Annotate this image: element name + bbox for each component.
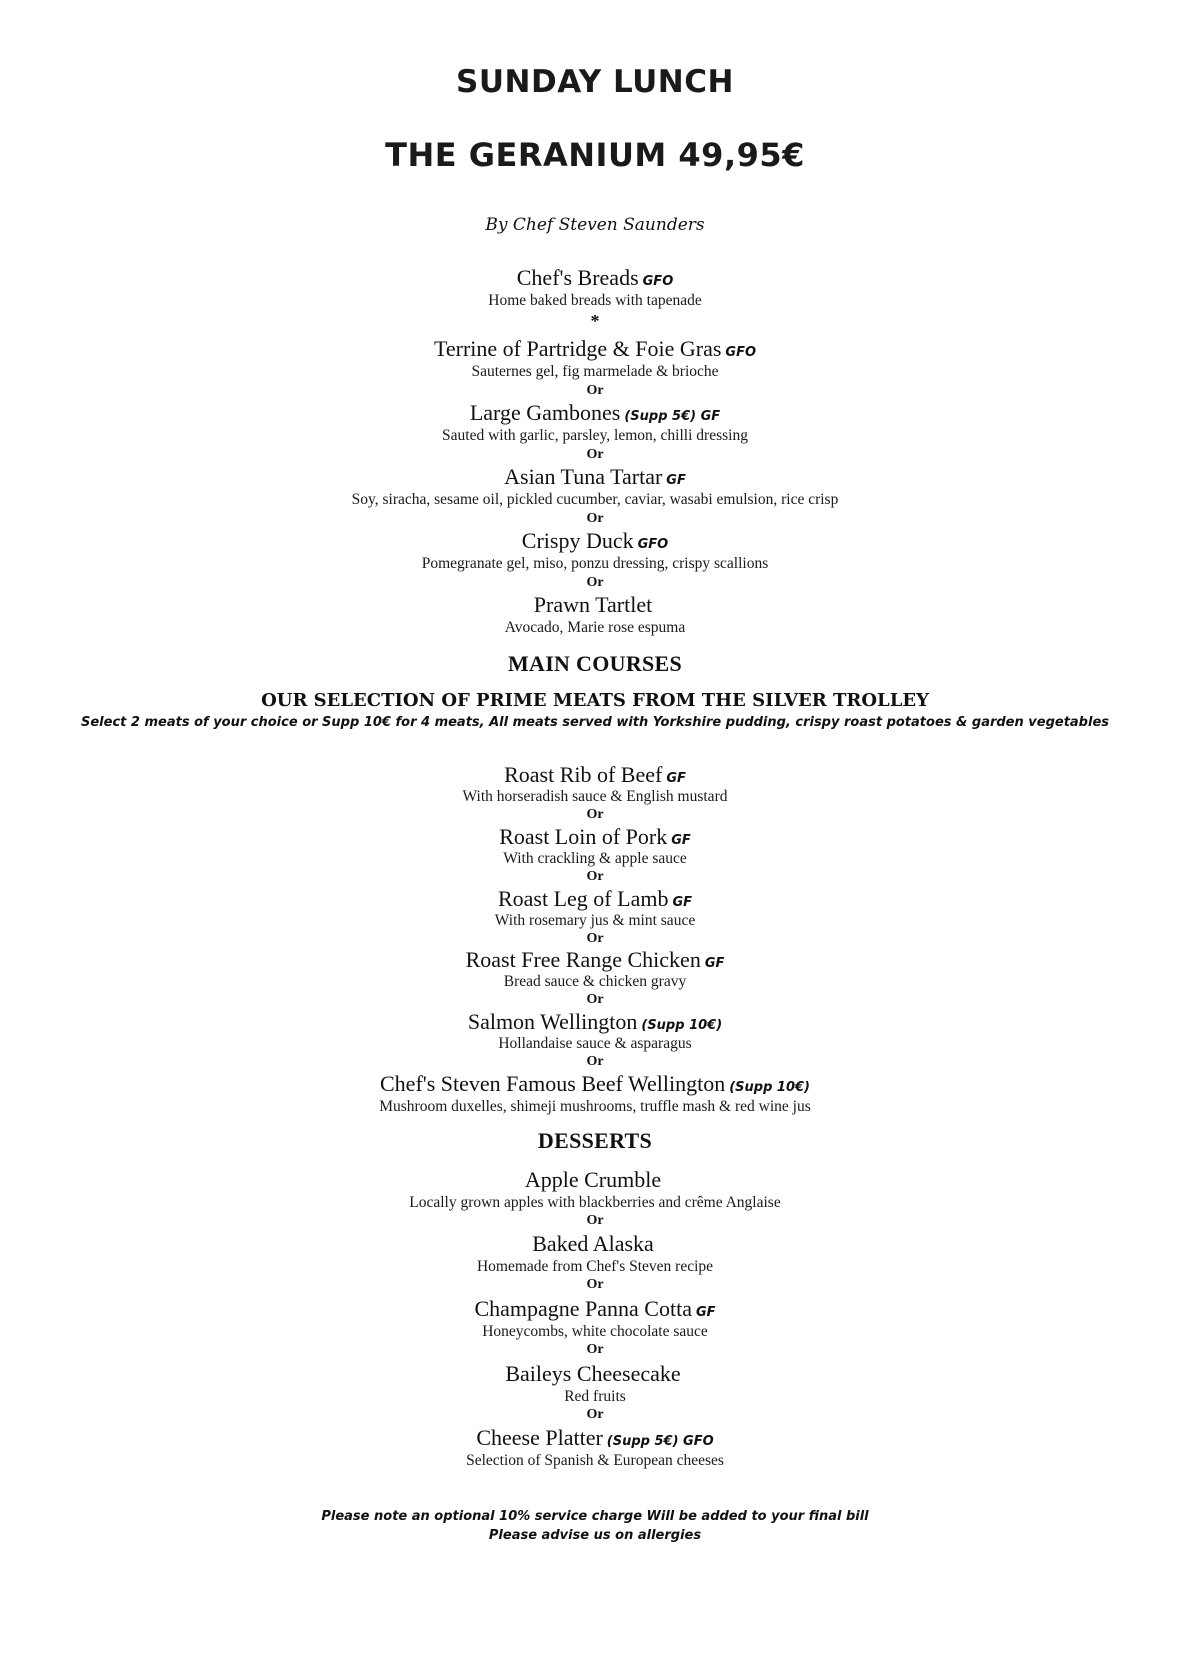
or-separator: Or	[586, 1342, 604, 1357]
dish-description: With rosemary jus & mint sauce	[494, 912, 696, 929]
or-separator: Or	[586, 1407, 604, 1422]
dish-description: With horseradish sauce & English mustard	[462, 788, 728, 805]
dish-tag: (Supp 10€)	[641, 1018, 723, 1033]
or-separator: Or	[586, 992, 604, 1007]
service-charge-note: Please note an optional 10% service charge Will be added to your final bill	[321, 1509, 869, 1524]
dish-tag: GF	[704, 956, 725, 971]
or-separator: Or	[586, 511, 604, 526]
or-separator: Or	[586, 1213, 604, 1228]
dish-name: Crispy Duck	[521, 528, 634, 553]
section-heading-desserts: DESSERTS	[537, 1128, 653, 1153]
or-separator: Or	[586, 1054, 604, 1069]
dish-description: Locally grown apples with blackberries and crême Anglaise	[409, 1194, 781, 1211]
dish-description: Sauternes gel, fig marmelade & brioche	[471, 363, 719, 380]
dish-tag: GF	[666, 771, 686, 786]
or-separator: Or	[586, 575, 604, 590]
dish-description: Hollandaise sauce & asparagus	[498, 1035, 692, 1052]
or-separator: Or	[586, 383, 604, 398]
dish-tag: GF	[671, 833, 691, 848]
section-subheading-trolley: OUR SELECTION OF PRIME MEATS FROM THE SILVER TROLLEY	[261, 690, 929, 711]
allergy-note: Please advise us on allergies	[488, 1528, 702, 1543]
dish-description: Home baked breads with tapenade	[488, 292, 702, 309]
dish-tag: (Supp 10€)	[729, 1080, 810, 1095]
dish-tag: (Supp 5€) GF	[624, 409, 721, 424]
dish-name: Baileys Cheesecake	[505, 1361, 681, 1386]
dish-name: Roast Loin of Pork	[499, 824, 668, 849]
separator-star: *	[590, 311, 600, 331]
mains-note: Select 2 meats of your choice or Supp 10€ for 4 meats, All meats served with Yorkshire pudding, crispy roast potatoes & garden vegetables	[81, 715, 1109, 730]
dish-tag: GF	[672, 895, 693, 910]
dish-name: Salmon Wellington	[467, 1009, 638, 1034]
dish-tag: GF	[666, 473, 686, 488]
dish-name: Chef's Breads	[516, 265, 639, 290]
dish-description: Sauted with garlic, parsley, lemon, chilli dressing	[442, 427, 748, 444]
dish-name: Large Gambones	[469, 400, 621, 425]
dish-name: Champagne Panna Cotta	[474, 1296, 692, 1321]
dish-tag: GFO	[637, 537, 669, 552]
dish-description: Mushroom duxelles, shimeji mushrooms, truffle mash & red wine jus	[379, 1098, 811, 1115]
dish-name: Cheese Platter	[476, 1425, 603, 1450]
dish-description: Homemade from Chef's Steven recipe	[476, 1258, 714, 1275]
dish-description: Honeycombs, white chocolate sauce	[482, 1323, 708, 1340]
dish-description: Avocado, Marie rose espuma	[504, 619, 686, 636]
or-separator: Or	[586, 931, 604, 946]
or-separator: Or	[586, 1277, 604, 1292]
or-separator: Or	[586, 807, 604, 822]
dish-name: Apple Crumble	[524, 1167, 662, 1192]
dish-description: Red fruits	[564, 1388, 626, 1405]
dish-name: Roast Free Range Chicken	[465, 947, 701, 972]
dish-description: With crackling & apple sauce	[503, 850, 687, 867]
dish-name: Prawn Tartlet	[533, 592, 653, 617]
chef-byline: By Chef Steven Saunders	[485, 215, 705, 235]
or-separator: Or	[586, 447, 604, 462]
dish-description: Pomegranate gel, miso, ponzu dressing, crispy scallions	[421, 555, 769, 572]
dish-description: Soy, siracha, sesame oil, pickled cucumber, caviar, wasabi emulsion, rice crisp	[351, 491, 839, 508]
or-separator: Or	[586, 869, 604, 884]
menu-title: SUNDAY LUNCH	[456, 64, 734, 100]
dish-name: Roast Leg of Lamb	[497, 886, 669, 911]
dish-tag: GF	[695, 1305, 716, 1320]
section-heading-main-courses: MAIN COURSES	[507, 651, 683, 676]
dish-name: Roast Rib of Beef	[504, 762, 663, 787]
dish-name: Chef's Steven Famous Beef Wellington	[380, 1071, 726, 1096]
dish-name: Asian Tuna Tartar	[504, 464, 663, 489]
menu-subtitle-price: THE GERANIUM 49,95€	[385, 136, 805, 174]
dish-name: Terrine of Partridge & Foie Gras	[433, 336, 722, 361]
dish-name: Baked Alaska	[532, 1231, 654, 1256]
dish-description: Bread sauce & chicken gravy	[503, 973, 687, 990]
dish-tag: (Supp 5€) GFO	[606, 1434, 714, 1449]
dish-tag: GFO	[725, 345, 757, 360]
dish-tag: GFO	[642, 274, 674, 289]
dish-description: Selection of Spanish & European cheeses	[466, 1452, 724, 1469]
